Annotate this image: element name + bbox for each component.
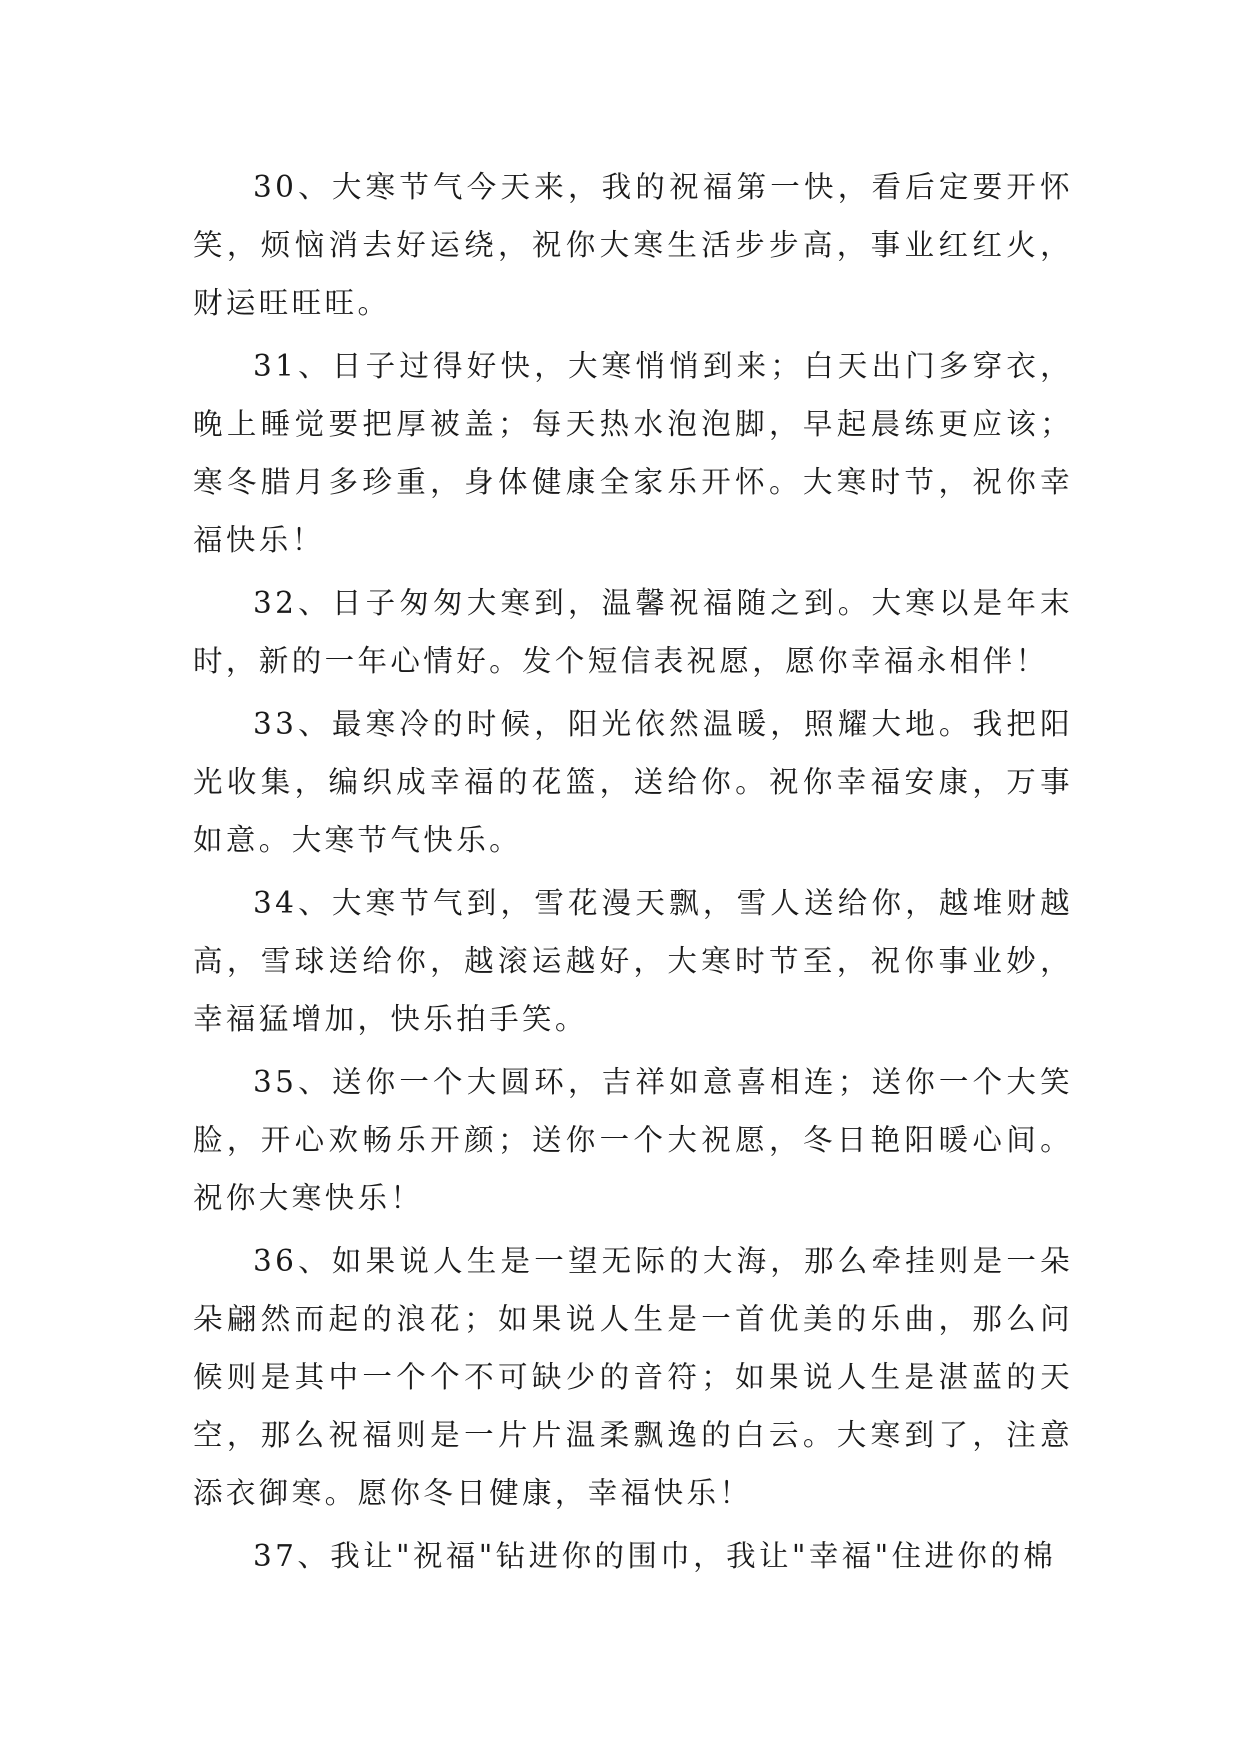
paragraph-30: 30、大寒节气今天来，我的祝福第一快，看后定要开怀笑，烦恼消去好运绕，祝你大寒生活步步高，事业红红火，财运旺旺旺。 bbox=[193, 170, 1073, 320]
paragraph-32: 32、日子匆匆大寒到，温馨祝福随之到。大寒以是年末时，新的一年心情好。发个短信表祝愿，愿你幸福永相伴！ bbox=[193, 586, 1073, 678]
paragraph-34: 34、大寒节气到，雪花漫天飘，雪人送给你，越堆财越高，雪球送给你，越滚运越好，大寒时节至，祝你事业妙，幸福猛增加，快乐拍手笑。 bbox=[193, 886, 1073, 1036]
paragraph-31: 31、日子过得好快，大寒悄悄到来；白天出门多穿衣，晚上睡觉要把厚被盖；每天热水泡泡脚，早起晨练更应该；寒冬腊月多珍重，身体健康全家乐开怀。大寒时节，祝你幸福快乐！ bbox=[193, 349, 1073, 557]
paragraph-35: 35、送你一个大圆环，吉祥如意喜相连；送你一个大笑脸，开心欢畅乐开颜；送你一个大祝愿，冬日艳阳暖心间。祝你大寒快乐！ bbox=[193, 1065, 1073, 1215]
paragraph-36: 36、如果说人生是一望无际的大海，那么牵挂则是一朵朵翩然而起的浪花；如果说人生是一首优美的乐曲，那么问候则是其中一个个不可缺少的音符；如果说人生是湛蓝的天空，那么祝福则是一片片温柔飘逸的白云。大寒到了，注意添衣御寒。愿你冬日健康，幸福快乐！ bbox=[193, 1244, 1073, 1510]
paragraph-33: 33、最寒冷的时候，阳光依然温暖，照耀大地。我把阳光收集，编织成幸福的花篮，送给你。祝你幸福安康，万事如意。大寒节气快乐。 bbox=[193, 707, 1073, 857]
paragraph-37: 37、我让"祝福"钻进你的围巾，我让"幸福"住进你的棉 bbox=[253, 1539, 1057, 1573]
document-body bbox=[193, 158, 1073, 1585]
